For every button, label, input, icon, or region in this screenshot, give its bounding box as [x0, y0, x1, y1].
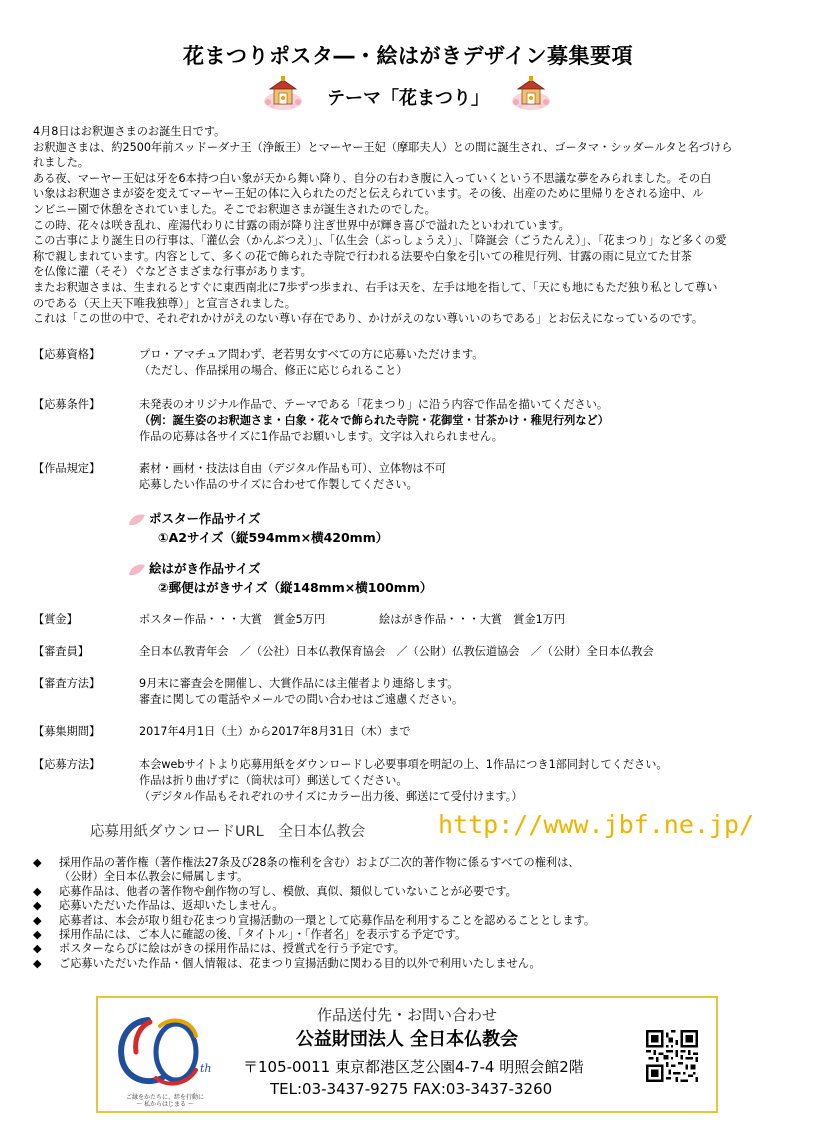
diamond-bullet-icon: ◆	[33, 928, 42, 942]
diamond-bullet-icon: ◆	[33, 899, 42, 913]
postcard-prize: 絵はがき作品・・・大賞 賞金1万円	[379, 613, 566, 626]
eligibility-line: （ただし、作品採用の場合、修正に応じられること）	[139, 364, 408, 377]
note-text: 採用作品の著作権（著作権法27条及び28条の権利を含む）および二次的著作物に係るすべての権利は、 （公財）全日本仏教会に帰属します。	[59, 856, 580, 884]
intro-line: この古事により誕生日の行事は、「灌仏会（かんぶつえ）」、「仏生会（ぶっしょうえ）」、「降誕会（ごうたんえ）」、「花まつり」など多くの愛	[33, 234, 727, 248]
section-label: 【募集期間】	[33, 725, 101, 738]
section-label: 【応募資格】	[33, 348, 101, 361]
intro-line: これは「この世の中で、それぞれかけがえのない尊い存在であり、かけがえのない尊いいのちである」とお伝えになっているのです。	[33, 312, 704, 326]
section-label: 【作品規定】	[33, 462, 101, 475]
rules-line: 素材・画材・技法は自由（デジタル作品も可）、立体物は不可	[139, 462, 446, 475]
contact-address: 〒105-0011 東京都港区芝公園4-7-4 明照会館2階	[243, 1058, 584, 1076]
method-line: （デジタル作品もそれぞれのサイズにカラー出力後、郵送にて受付けます。）	[139, 790, 523, 803]
conditions-line: 作品の応募は各サイズに1作品でお願いします。文字は入れられません。	[139, 430, 503, 443]
poster-size-detail: ①A2サイズ（縦594mm×横420mm）	[158, 530, 389, 545]
intro-line: ある夜、マーヤー王妃は牙を6本持つ白い象が天から舞い降り、自分の右わき腹に入っていくという不思議な夢をみられました。その白	[33, 171, 712, 185]
section-label: 【応募方法】	[33, 758, 101, 771]
contact-phone-fax: TEL:03-3437-9275 FAX:03-3437-3260	[270, 1080, 553, 1098]
list-item	[33, 928, 793, 942]
judging-line: 審査に関しての電話やメールでの問い合わせはご遠慮ください。	[139, 693, 464, 706]
intro-line: い象はお釈迦さまが姿を変えてマーヤー王妃の体に入られたのだと伝えられています。その後、出産のために里帰りをされる途中、ル	[33, 187, 704, 201]
logo-caption: ご縁をかたちに、絆を行動に	[125, 1094, 204, 1101]
diamond-bullet-icon: ◆	[33, 956, 42, 970]
note-text: ご応募いただいた作品・個人情報は、花まつり宣揚活動に関わる目的以外で利用いたしません。	[59, 956, 541, 970]
method-line: 本会webサイトより応募用紙をダウンロードし必要事項を明記の上、1作品につき1部同封してください。	[139, 758, 668, 771]
eligibility-line: プロ・アマチュア問わず、老若男女すべての方に応募いただけます。	[139, 348, 484, 361]
temple-icon	[510, 74, 552, 112]
qr-code-icon[interactable]	[646, 1030, 698, 1082]
list-item	[33, 885, 793, 899]
diamond-bullet-icon: ◆	[33, 913, 42, 927]
organization-name: 公益財団法人 全日本仏教会	[295, 1029, 519, 1050]
intro-text	[33, 124, 778, 327]
section-label: 【審査方法】	[33, 677, 101, 690]
notes-list	[33, 856, 793, 971]
intro-line: またお釈迦さまは、生まれるとすぐに東西南北に7歩ずつ歩まれ、右手は天を、左手は地を指して、「天にも地にもただ独り私として尊い	[33, 280, 718, 294]
section-label: 【賞金】	[33, 613, 78, 626]
method-line: 作品は折り曲げずに（筒状は可）郵送してください。	[139, 774, 408, 787]
note-text: 応募作品は、他者の著作物や創作物の写し、模倣、真似、類似していないことが必要です。	[59, 884, 517, 898]
note-text: ポスターならびに絵はがきの採用作品には、授賞式を行う予定です。	[59, 942, 405, 956]
poster-size-block	[128, 509, 388, 547]
diamond-bullet-icon: ◆	[33, 884, 42, 898]
download-url-link[interactable]: http://www.jbf.ne.jp/	[438, 810, 755, 839]
postcard-size-detail: ②郵便はがきサイズ（縦148mm×横100mm）	[158, 580, 433, 595]
intro-line: れました。	[33, 156, 89, 170]
contact-heading: 作品送付先・お問い合わせ	[316, 1006, 497, 1024]
logo-caption: ～ 私からはじまる ～	[136, 1101, 194, 1108]
list-item	[33, 957, 793, 971]
list-item	[33, 942, 793, 956]
section-label: 【応募条件】	[33, 398, 101, 411]
section-label: 【審査員】	[33, 645, 89, 658]
diamond-bullet-icon: ◆	[33, 856, 42, 869]
note-text: 応募いただいた作品は、返却いたしません。	[59, 899, 284, 913]
list-item	[33, 914, 793, 928]
note-text: 応募者は、本会が取り組む花まつり宣揚活動の一環として応募作品を利用することを認めることとします。	[59, 913, 596, 927]
intro-line: ンビニー園で休憩をされていました。そこでお釈迦さまが誕生されたのでした。	[33, 202, 436, 216]
judges-text: 全日本仏教青年会 ／（公社）日本仏教保育協会 ／（公財）仏教伝道協会 ／（公財）全日本仏教会	[139, 645, 654, 658]
intro-line: 4月8日はお釈迦さまのお誕生日です。	[33, 125, 226, 138]
intro-line: を仏像に灌（そそ）ぐなどさまざまな行事があります。	[33, 265, 312, 279]
poster-size-heading: ポスター作品サイズ	[149, 511, 261, 526]
rules-line: 応募したい作品のサイズに合わせて作製してください。	[139, 478, 418, 491]
theme-heading: テーマ「花まつり」	[327, 88, 489, 109]
download-row	[90, 810, 790, 846]
petal-icon	[128, 563, 146, 577]
contact-box	[96, 996, 718, 1113]
page-title: 花まつりポスタ―・絵はがきデザイン募集要項	[182, 44, 634, 68]
period-text: 2017年4月1日（土）から2017年8月31日（木）まで	[139, 725, 411, 738]
intro-line: のである（天上天下唯我独尊）」と宣言されました。	[33, 296, 296, 310]
list-item	[33, 899, 793, 913]
theme-row	[0, 74, 816, 114]
conditions-example: （例：誕生姿のお釈迦さま・白象・花々で飾られた寺院・花御堂・甘茶かけ・稚児行列など）	[139, 414, 609, 427]
intro-line: お釈迦さまは、約2500年前スッドーダナ王（浄飯王）とマーヤー王妃（摩耶夫人）との間に誕生され、ゴータマ・シッダールタと名づけら	[33, 140, 733, 154]
postcard-size-heading: 絵はがき作品サイズ	[149, 561, 261, 576]
petal-icon	[128, 513, 146, 527]
poster-prize: ポスター作品・・・大賞 賞金5万円	[139, 613, 326, 626]
intro-line: 称で親しまれています。内容として、多くの花で飾られた寺院で行われる法要や白象を引いての稚児行列、甘露の雨に見立てた甘茶	[33, 249, 692, 263]
diamond-bullet-icon: ◆	[33, 942, 42, 956]
download-label: 応募用紙ダウンロードURL 全日本仏教会	[90, 824, 366, 840]
intro-line: この時、花々は咲き乱れ、産湯代わりに甘露の雨が降り注ぎ世界中が輝き喜びで溢れたといわれています。	[33, 218, 570, 232]
logo-mark: th	[200, 1062, 212, 1075]
note-text: 採用作品には、ご本人に確認の後、「タイトル」・「作者名」を表示する予定です。	[59, 928, 467, 942]
list-item	[33, 856, 793, 885]
judging-line: 9月末に審査会を開催し、大賞作品には主催者より連絡します。	[139, 677, 459, 690]
conditions-line: 未発表のオリジナル作品で、テーマである「花まつり」に沿う内容で作品を描いてください。	[139, 398, 609, 411]
postcard-size-block	[128, 559, 432, 597]
